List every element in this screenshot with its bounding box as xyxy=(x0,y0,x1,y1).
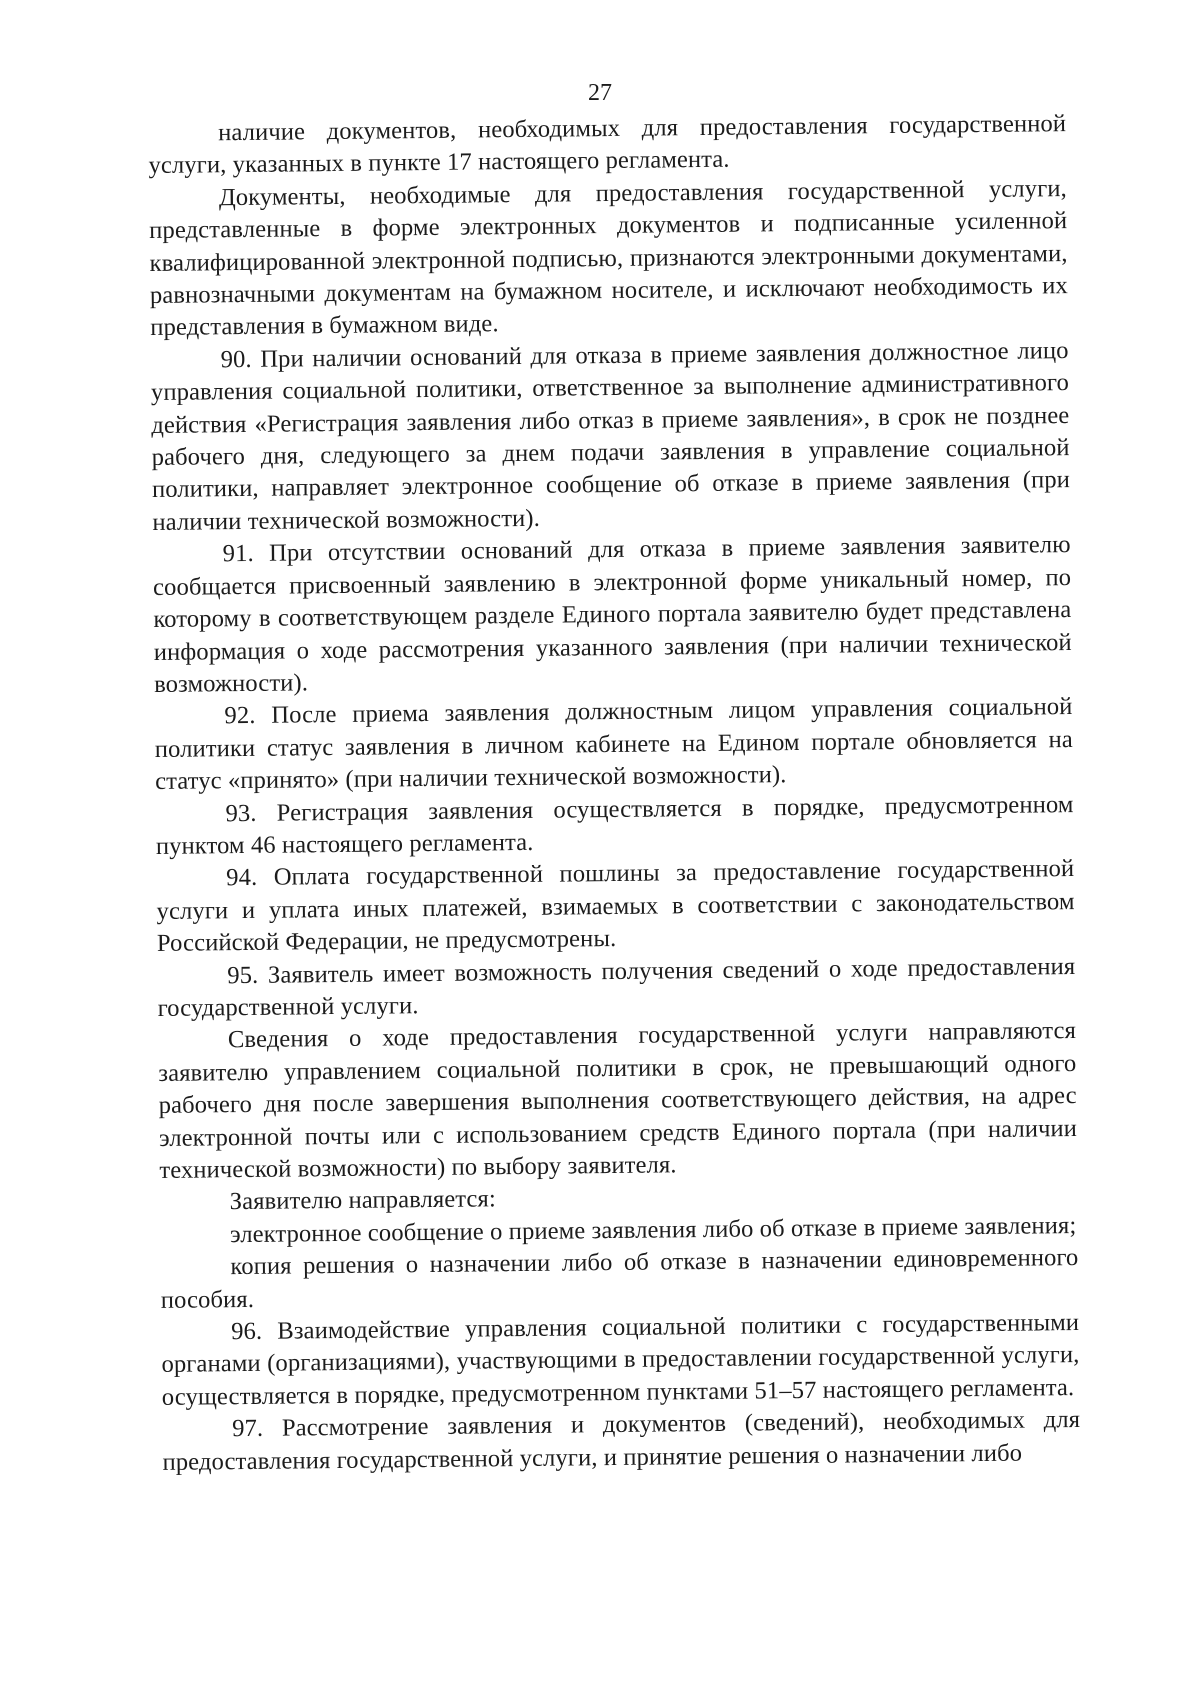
paragraph-continuation: наличие документов, необходимых для предоставления государственной услуги, указанных в пункте 17 настоящего регламента. xyxy=(148,110,1067,180)
paragraph-item-91: 91. При отсутствии оснований для отказа в приеме заявления заявителю сообщается присвоенный заявлению в электронной форме уникальный номер, по которому в соответствующем разделе Единого портала заявителю будет представлена информация о ходе рассмотрения указанного заявления (при наличии технической возможности). xyxy=(152,531,1072,698)
document-body xyxy=(148,108,1081,1479)
paragraph-item-96: 96. Взаимодействие управления социальной политики с государственными органами (организациями), участвующими в предоставлении государственной услуги, осуществляется в порядке, предусмотренном пунктами 51–57 настоящего регламента. xyxy=(161,1309,1080,1411)
paragraph-item-90: 90. При наличии оснований для отказа в приеме заявления должностное лицо управления социальной политики, ответственное за выполнение административного действия «Регистрация заявления либо отказ в приеме заявления», в срок не позднее рабочего дня, следующего за днем подачи заявления в управление социальной политики, направляет электронное сообщение об отказе в приеме заявления (при наличии технической возможности). xyxy=(150,336,1071,536)
paragraph-item-95: 95. Заявитель имеет возможность получения сведений о ходе предоставления государственной услуги. xyxy=(157,952,1076,1022)
paragraph-electronic-message: электронное сообщение о приеме заявления либо об отказе в приеме заявления; xyxy=(229,1211,1077,1248)
paragraph-progress-info: Сведения о ходе предоставления государственной услуги направляются заявителю управлением социальной политики в срок, не превышающий одного рабочего дня после завершения выполнения соответствующего действия, на адрес электронной почты или с использованием средств Единого портала (при наличии технической возможности) по выбору заявителя. xyxy=(158,1017,1078,1184)
paragraph-item-93: 93. Регистрация заявления осуществляется в порядке, предусмотренном пунктом 46 настоящего регламента. xyxy=(155,790,1074,860)
paragraph-item-92: 92. После приема заявления должностным лицом управления социальной политики статус заявления в личном кабинете на Едином портале обновляется на статус «принято» (при наличии технической возможности). xyxy=(154,693,1073,796)
paragraph-electronic-documents: Документы, необходимые для предоставления государственной услуги, представленные в форме электронных документов и подписанные усиленной квалифицированной электронной подписью, признаются электронными документами, равнозначными документам на бумажном носителе, и исключают необходимость их представления в бумажном виде. xyxy=(149,174,1069,342)
paragraph-item-94: 94. Оплата государственной пошлины за предоставление государственной услуги и уплата иных платежей, взимаемых в соответствии с законодательством Российской Федерации, не предусмотрены. xyxy=(156,855,1075,958)
paragraph-decision-copy: копия решения о назначении либо об отказе в назначении единовременного пособия. xyxy=(160,1244,1079,1314)
page-number: 27 xyxy=(588,80,612,106)
paragraph-item-97: 97. Рассмотрение заявления и документов (сведений), необходимых для предоставления государственной услуги, и принятие решения о назначении либо xyxy=(162,1406,1081,1476)
paragraph-applicant-sent: Заявителю направляется: xyxy=(229,1185,496,1216)
